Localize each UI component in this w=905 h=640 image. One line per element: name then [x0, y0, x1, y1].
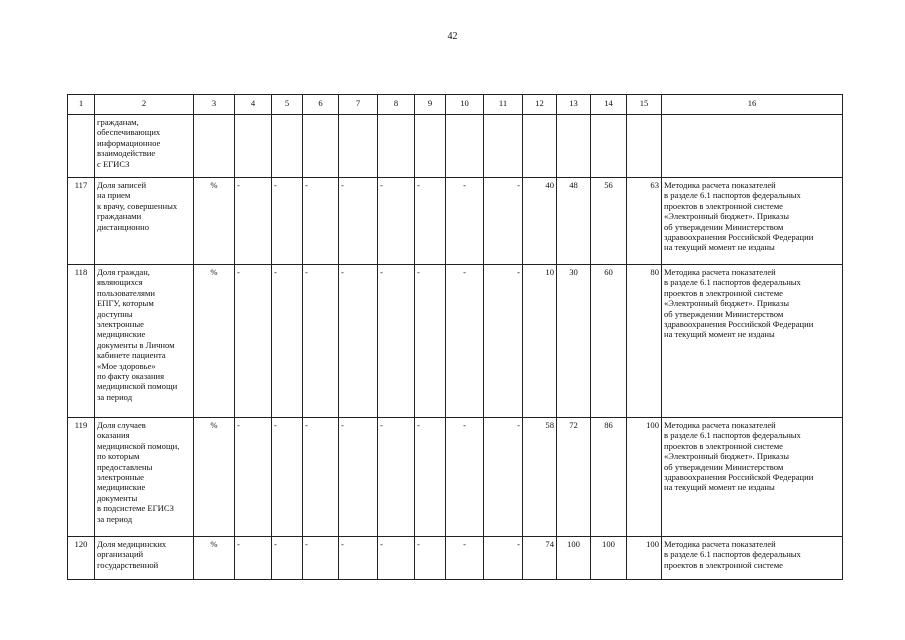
indicator-name-line: пользователями — [97, 287, 156, 298]
methodology-line: Методика расчета показателей — [664, 420, 776, 430]
indicator-name-line: предоставлены — [97, 461, 153, 472]
value-cell: - — [303, 178, 339, 265]
value-cell: 100 — [627, 537, 662, 580]
row-number-cell: 119 — [68, 418, 95, 537]
indicators-table — [67, 94, 843, 580]
row-number-cell — [68, 115, 95, 178]
empty-cell — [303, 115, 339, 178]
methodology-line: здравоохранения Российской Федерации — [664, 319, 814, 330]
methodology-line: об утверждении Министерством — [664, 308, 784, 319]
value-cell: - — [446, 537, 484, 580]
column-number-header — [68, 95, 843, 115]
indicator-name-line: Доля медицинских — [97, 539, 167, 549]
methodology-line: здравоохранения Российской Федерации — [664, 472, 814, 483]
value-cell: 80 — [627, 265, 662, 418]
row-number-cell: 120 — [68, 537, 95, 580]
unit-cell: % — [194, 537, 235, 580]
value-cell: - — [235, 178, 272, 265]
value-cell: - — [235, 265, 272, 418]
methodology-line: в разделе 6.1 паспортов федеральных — [664, 430, 801, 441]
value-cell: 58 — [523, 418, 557, 537]
value-cell: - — [484, 537, 523, 580]
value-cell: - — [415, 178, 446, 265]
indicator-name-line: дистанционно — [97, 221, 150, 232]
methodology-line: Методика расчета показателей — [664, 539, 776, 549]
column-header: 10 — [446, 95, 484, 115]
value-cell: - — [303, 537, 339, 580]
indicator-name-line: электронные — [97, 472, 144, 483]
methodology-line: об утверждении Министерством — [664, 221, 784, 232]
value-cell: - — [272, 537, 303, 580]
value-cell: - — [484, 418, 523, 537]
indicator-name-cell — [95, 178, 194, 265]
value-cell: - — [272, 418, 303, 537]
value-cell: 60 — [591, 265, 627, 418]
column-header: 12 — [523, 95, 557, 115]
unit-cell: % — [194, 178, 235, 265]
value-cell: - — [339, 418, 378, 537]
unit-cell: % — [194, 418, 235, 537]
methodology-line: проектов в электронной системе — [664, 287, 783, 298]
methodology-line: в разделе 6.1 паспортов федеральных — [664, 190, 801, 201]
column-header: 11 — [484, 95, 523, 115]
indicator-name-line: «Мое здоровье» — [97, 360, 156, 371]
value-cell: - — [339, 537, 378, 580]
methodology-line: на текущий момент не изданы — [664, 482, 775, 493]
methodology-line: Методика расчета показателей — [664, 267, 776, 277]
indicator-name-line: оказания — [97, 430, 130, 441]
indicator-name-cell — [95, 115, 194, 178]
methodology-line: «Электронный бюджет». Приказы — [664, 211, 790, 222]
methodology-cell — [662, 537, 843, 580]
value-cell: - — [272, 265, 303, 418]
indicator-name-line: за период — [97, 391, 133, 402]
column-header: 8 — [378, 95, 415, 115]
methodology-line: в разделе 6.1 паспортов федеральных — [664, 549, 801, 560]
empty-cell — [339, 115, 378, 178]
indicator-name-line: Доля записей — [97, 180, 147, 190]
page-number: 42 — [447, 31, 458, 42]
value-cell: 56 — [591, 178, 627, 265]
value-cell: - — [235, 537, 272, 580]
column-header: 15 — [627, 95, 662, 115]
empty-cell — [523, 115, 557, 178]
value-cell: 63 — [627, 178, 662, 265]
table-row — [68, 537, 843, 580]
indicator-name-cell — [95, 265, 194, 418]
methodology-line: на текущий момент не изданы — [664, 242, 775, 253]
empty-cell — [662, 115, 843, 178]
value-cell: - — [484, 265, 523, 418]
value-cell: - — [415, 537, 446, 580]
empty-cell — [235, 115, 272, 178]
value-cell: - — [339, 178, 378, 265]
indicator-name-line: по которым — [97, 451, 140, 462]
value-cell: 100 — [591, 537, 627, 580]
indicator-name-line: обеспечивающих — [97, 127, 161, 138]
column-header: 7 — [339, 95, 378, 115]
indicator-name-line: за период — [97, 513, 133, 524]
indicator-name-cell — [95, 418, 194, 537]
indicator-name-line: документы в Личном — [97, 339, 175, 350]
indicator-name-line: медицинские — [97, 329, 146, 340]
value-cell: - — [378, 178, 415, 265]
indicator-name-line: медицинские — [97, 482, 146, 493]
indicator-name-line: Доля случаев — [97, 420, 146, 430]
methodology-line: «Электронный бюджет». Приказы — [664, 451, 790, 462]
column-header: 1 — [68, 95, 95, 115]
indicator-name-line: в подсистеме ЕГИСЗ — [97, 503, 174, 514]
methodology-line: проектов в электронной системе — [664, 200, 783, 211]
table-row — [68, 178, 843, 265]
indicator-name-line: организаций — [97, 549, 144, 560]
value-cell: - — [415, 418, 446, 537]
methodology-cell — [662, 418, 843, 537]
indicator-name-line: по факту оказания — [97, 371, 165, 382]
row-number-cell: 118 — [68, 265, 95, 418]
indicator-name-line: информационное — [97, 137, 161, 148]
indicator-name-line: кабинете пациента — [97, 350, 166, 361]
methodology-line: Методика расчета показателей — [664, 180, 776, 190]
methodology-line: об утверждении Министерством — [664, 461, 784, 472]
indicator-name-line: на прием — [97, 190, 131, 201]
methodology-line: в разделе 6.1 паспортов федеральных — [664, 277, 801, 288]
indicator-name-line: взаимодействие — [97, 148, 156, 159]
row-number-cell: 117 — [68, 178, 95, 265]
indicator-name-line: медицинской помощи — [97, 381, 178, 392]
methodology-line: проектов в электронной системе — [664, 559, 783, 570]
column-header: 14 — [591, 95, 627, 115]
value-cell: 30 — [557, 265, 591, 418]
column-header: 13 — [557, 95, 591, 115]
indicator-name-line: ЕПГУ, которым — [97, 298, 154, 309]
indicator-name-line: Доля граждан, — [97, 267, 150, 277]
empty-cell — [557, 115, 591, 178]
value-cell: - — [446, 265, 484, 418]
value-cell: 100 — [627, 418, 662, 537]
column-header: 6 — [303, 95, 339, 115]
methodology-cell — [662, 265, 843, 418]
empty-cell — [446, 115, 484, 178]
value-cell: 86 — [591, 418, 627, 537]
empty-cell — [591, 115, 627, 178]
indicator-name-line: электронные — [97, 319, 144, 330]
column-header: 9 — [415, 95, 446, 115]
indicator-name-line: с ЕГИСЗ — [97, 158, 130, 169]
empty-cell — [272, 115, 303, 178]
indicator-name-line: гражданами — [97, 211, 142, 222]
column-header: 2 — [95, 95, 194, 115]
unit-cell: % — [194, 265, 235, 418]
value-cell: - — [339, 265, 378, 418]
methodology-cell — [662, 178, 843, 265]
column-header: 4 — [235, 95, 272, 115]
empty-cell — [627, 115, 662, 178]
value-cell: 72 — [557, 418, 591, 537]
methodology-line: «Электронный бюджет». Приказы — [664, 298, 790, 309]
indicator-name-line: доступны — [97, 308, 133, 319]
methodology-line: проектов в электронной системе — [664, 440, 783, 451]
empty-cell — [194, 115, 235, 178]
value-cell: - — [484, 178, 523, 265]
value-cell: - — [272, 178, 303, 265]
empty-cell — [415, 115, 446, 178]
indicator-name-line: являющихся — [97, 277, 143, 288]
indicator-name-line: государственной — [97, 559, 159, 570]
indicator-name-line: медицинской помощи, — [97, 440, 180, 451]
value-cell: - — [303, 265, 339, 418]
value-cell: - — [446, 418, 484, 537]
indicator-name-cell — [95, 537, 194, 580]
column-header: 16 — [662, 95, 843, 115]
value-cell: 100 — [557, 537, 591, 580]
column-header: 5 — [272, 95, 303, 115]
value-cell: 10 — [523, 265, 557, 418]
methodology-line: на текущий момент не изданы — [664, 329, 775, 340]
value-cell: - — [235, 418, 272, 537]
methodology-line: здравоохранения Российской Федерации — [664, 232, 814, 243]
empty-cell — [484, 115, 523, 178]
value-cell: - — [303, 418, 339, 537]
indicator-name-line: гражданам, — [97, 117, 139, 127]
table-row — [68, 265, 843, 418]
value-cell: - — [415, 265, 446, 418]
value-cell: - — [378, 418, 415, 537]
value-cell: - — [446, 178, 484, 265]
indicator-name-line: документы — [97, 492, 138, 503]
table-row-continuation — [68, 115, 843, 178]
empty-cell — [378, 115, 415, 178]
table-row — [68, 418, 843, 537]
value-cell: - — [378, 265, 415, 418]
value-cell: 74 — [523, 537, 557, 580]
value-cell: - — [378, 537, 415, 580]
indicator-name-line: к врачу, совершенных — [97, 200, 178, 211]
column-header: 3 — [194, 95, 235, 115]
value-cell: 40 — [523, 178, 557, 265]
value-cell: 48 — [557, 178, 591, 265]
